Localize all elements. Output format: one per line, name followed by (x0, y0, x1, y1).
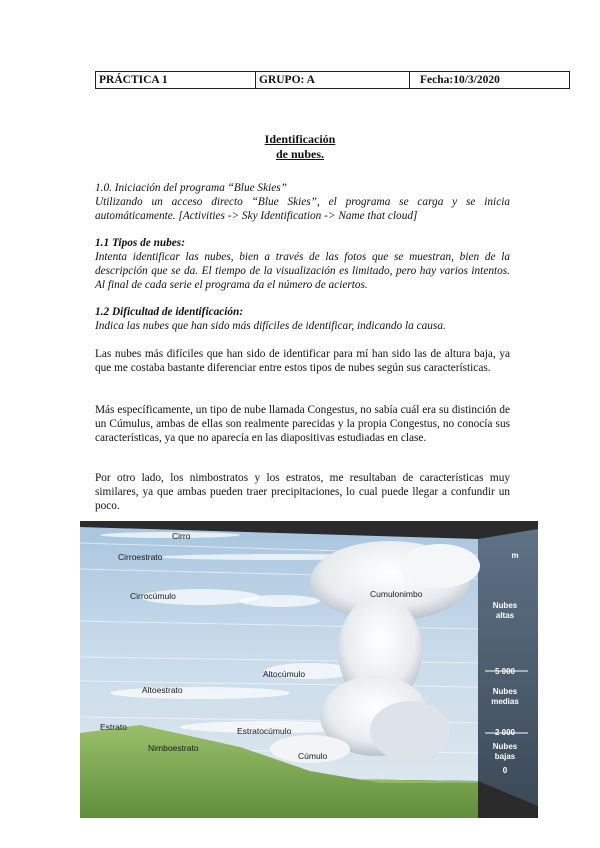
section-0-body: Utilizando un acceso directo “Blue Skies”, el programa se carga y se inicia automáticamente. [Activities -> Sky Identification -> Name that cloud] (95, 196, 510, 222)
label-cumulonimbo: Cumulonimbo (370, 589, 423, 599)
header-table (95, 71, 570, 89)
title-line-1: Identificación (264, 132, 336, 146)
label-cirroestrato: Cirroestrato (118, 552, 163, 562)
group-cell: GRUPO: A (256, 72, 410, 88)
cloud-types-figure (80, 521, 538, 818)
section-2-heading: 1.2 Dificultad de identificación: (95, 306, 244, 318)
label-estrato: Estrato (100, 722, 127, 732)
label-cirrocumulo: Cirrocúmulo (130, 591, 176, 601)
document-title (0, 132, 600, 162)
label-cumulo: Cúmulo (298, 751, 328, 761)
label-altoestrato: Altoestrato (142, 685, 183, 695)
cloud-diagram-svg (80, 521, 538, 818)
label-nimboestrato: Nimboestrato (148, 743, 199, 753)
section-1-heading: 1.1 Tipos de nubes: (95, 237, 185, 249)
scale-mid-clouds: Nubes medias (491, 687, 519, 706)
title-line-2: de nubes. (275, 147, 325, 161)
scale-2000: 2 000 (494, 728, 516, 737)
paragraph-3: Por otro lado, los nimbostratos y los estratos, me resultaban de características muy similares, ya que ambas pueden traer precipitaciones, lo cual puede llegar a confundir un poco. (95, 472, 510, 512)
scale-unit: m (511, 551, 519, 560)
paragraph-1: Las nubes más difíciles que han sido de identificar para mí han sido las de altura baja, ya que me costaba bastante diferenciar entre estos tipos de nubes según sus características. (95, 348, 510, 374)
scale-high-clouds: Nubes altas (492, 601, 518, 620)
scale-low-clouds: Nubes bajas (492, 742, 518, 761)
label-estratocumulo: Estratocúmulo (237, 726, 292, 736)
paragraph-2: Más específicamente, un tipo de nube llamada Congestus, no sabía cuál era su distinción de un Cúmulus, ambas de ellas son realmente parecidas y la propia Congestus, no conocía sus características, ya que no aparecía en las diapositivas estudiadas en clase. (95, 404, 510, 444)
practice-cell: PRÁCTICA 1 (96, 72, 256, 88)
section-2-prompt: Indica las nubes que han sido más difíciles de identificar, indicando la causa. (95, 320, 446, 332)
date-cell: Fecha:10/3/2020 (420, 74, 500, 86)
section-1-body: Intenta identificar las nubes, bien a través de las fotos que se muestran, bien de la descripción que se da. El tiempo de la visualización es limitado, pero hay varios intentos. Al final de cada serie el programa da el número de aciertos. (95, 251, 510, 291)
scale-5000: 5 000 (494, 667, 516, 676)
section-0-heading: 1.0. Iniciación del programa “Blue Skies” (95, 182, 287, 194)
scale-zero: 0 (502, 766, 508, 775)
label-altocumulo: Altocúmulo (263, 669, 306, 679)
label-cirro: Cirro (172, 531, 191, 541)
